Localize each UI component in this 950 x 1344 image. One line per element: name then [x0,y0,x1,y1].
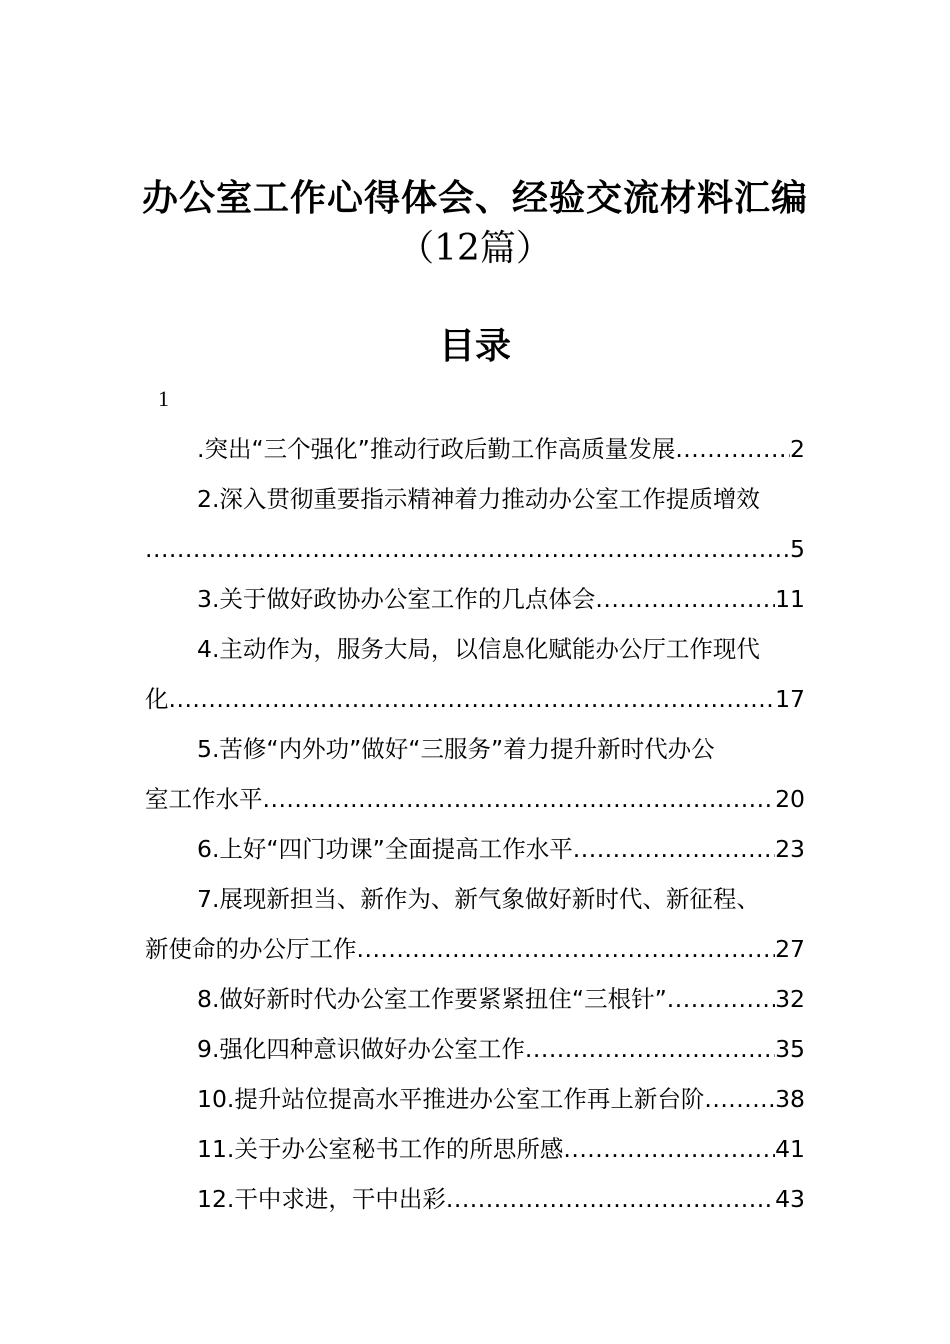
dot-leader [145,524,790,574]
toc-entry-3[interactable] [145,574,805,624]
toc-entry-1[interactable] [145,424,805,474]
toc-entry-4-page: 17 [775,685,805,713]
toc-entry-7-continued[interactable] [145,924,805,974]
toc-entry-9-page: 35 [775,1035,805,1063]
toc-entry-8-title: 8.做好新时代办公室工作要紧紧扭住“三根针” [197,985,667,1013]
toc-entry-10[interactable] [145,1074,805,1124]
toc-entry-2-page: 5 [790,535,805,563]
dot-leader [573,824,775,874]
dot-leader [357,924,776,974]
dot-leader [446,1174,775,1224]
toc-entry-4-continued[interactable] [145,674,805,724]
toc-entry-7[interactable] [145,874,805,924]
toc-entry-5-page: 20 [775,785,805,813]
toc-entry-2-title: 2.深入贯彻重要指示精神着力推动办公室工作提质增效 [197,485,760,513]
toc-entry-12-title: 12.干中求进，干中出彩 [197,1185,446,1213]
toc-entry-4-title: 4.主动作为，服务大局，以信息化赋能办公厅工作现代 [197,635,760,663]
toc-entry-11-title: 11.关于办公室秘书工作的所思所感 [197,1135,564,1163]
toc-entry-5[interactable] [145,724,805,774]
dot-leader [595,574,775,624]
toc-entry-8[interactable] [145,974,805,1024]
toc-entry-3-page: 11 [775,585,805,613]
toc-entry-8-page: 32 [775,985,805,1013]
toc-entry-9[interactable] [145,1024,805,1074]
dot-leader [563,1124,775,1174]
toc-entry-11[interactable] [145,1124,805,1174]
toc-entry-7-page: 27 [775,935,805,963]
dot-leader [675,424,790,474]
toc-entry-5-title-cont: 室工作水平 [145,785,263,813]
toc-entry-10-title: 10.提升站位提高水平推进办公室工作再上新台阶 [197,1085,705,1113]
dot-leader [169,674,776,724]
toc-entry-6[interactable] [145,824,805,874]
dot-leader [704,1074,775,1124]
toc-entry-5-title: 5.苦修“内外功”做好“三服务”着力提升新时代办公 [197,735,715,763]
toc-entry-3-title: 3.关于做好政协办公室工作的几点体会 [197,585,596,613]
toc-entry-4-title-cont: 化 [145,685,169,713]
toc-heading: 目录 [438,325,511,367]
toc-entry-12[interactable] [145,1174,805,1224]
toc-entry-7-title: 7.展现新担当、新作为、新气象做好新时代、新征程、 [197,885,760,913]
toc-entry-9-title: 9.强化四种意识做好办公室工作 [197,1035,525,1063]
document-subtitle: （12篇） [398,228,552,269]
toc-entry-4[interactable] [145,624,805,674]
toc-entry-10-page: 38 [775,1085,805,1113]
toc-entry-6-title: 6.上好“四门功课”全面提高工作水平 [197,835,573,863]
toc-entry-1-page: 2 [790,435,805,463]
document-title: 办公室工作心得体会、经验交流材料汇编 [141,177,808,219]
toc-entry-2[interactable] [145,474,805,524]
table-of-contents [145,424,805,1224]
toc-entry-7-title-cont: 新使命的办公厅工作 [145,935,357,963]
dot-leader [667,974,775,1024]
toc-entry-5-continued[interactable] [145,774,805,824]
page-marker: 1 [158,386,169,411]
toc-entry-11-page: 41 [775,1135,805,1163]
toc-entry-2-continued[interactable] [145,524,805,574]
dot-leader [263,774,776,824]
toc-entry-1-title: .突出“三个强化”推动行政后勤工作高质量发展 [197,435,676,463]
dot-leader [525,1024,775,1074]
toc-entry-6-page: 23 [775,835,805,863]
toc-entry-12-page: 43 [775,1185,805,1213]
